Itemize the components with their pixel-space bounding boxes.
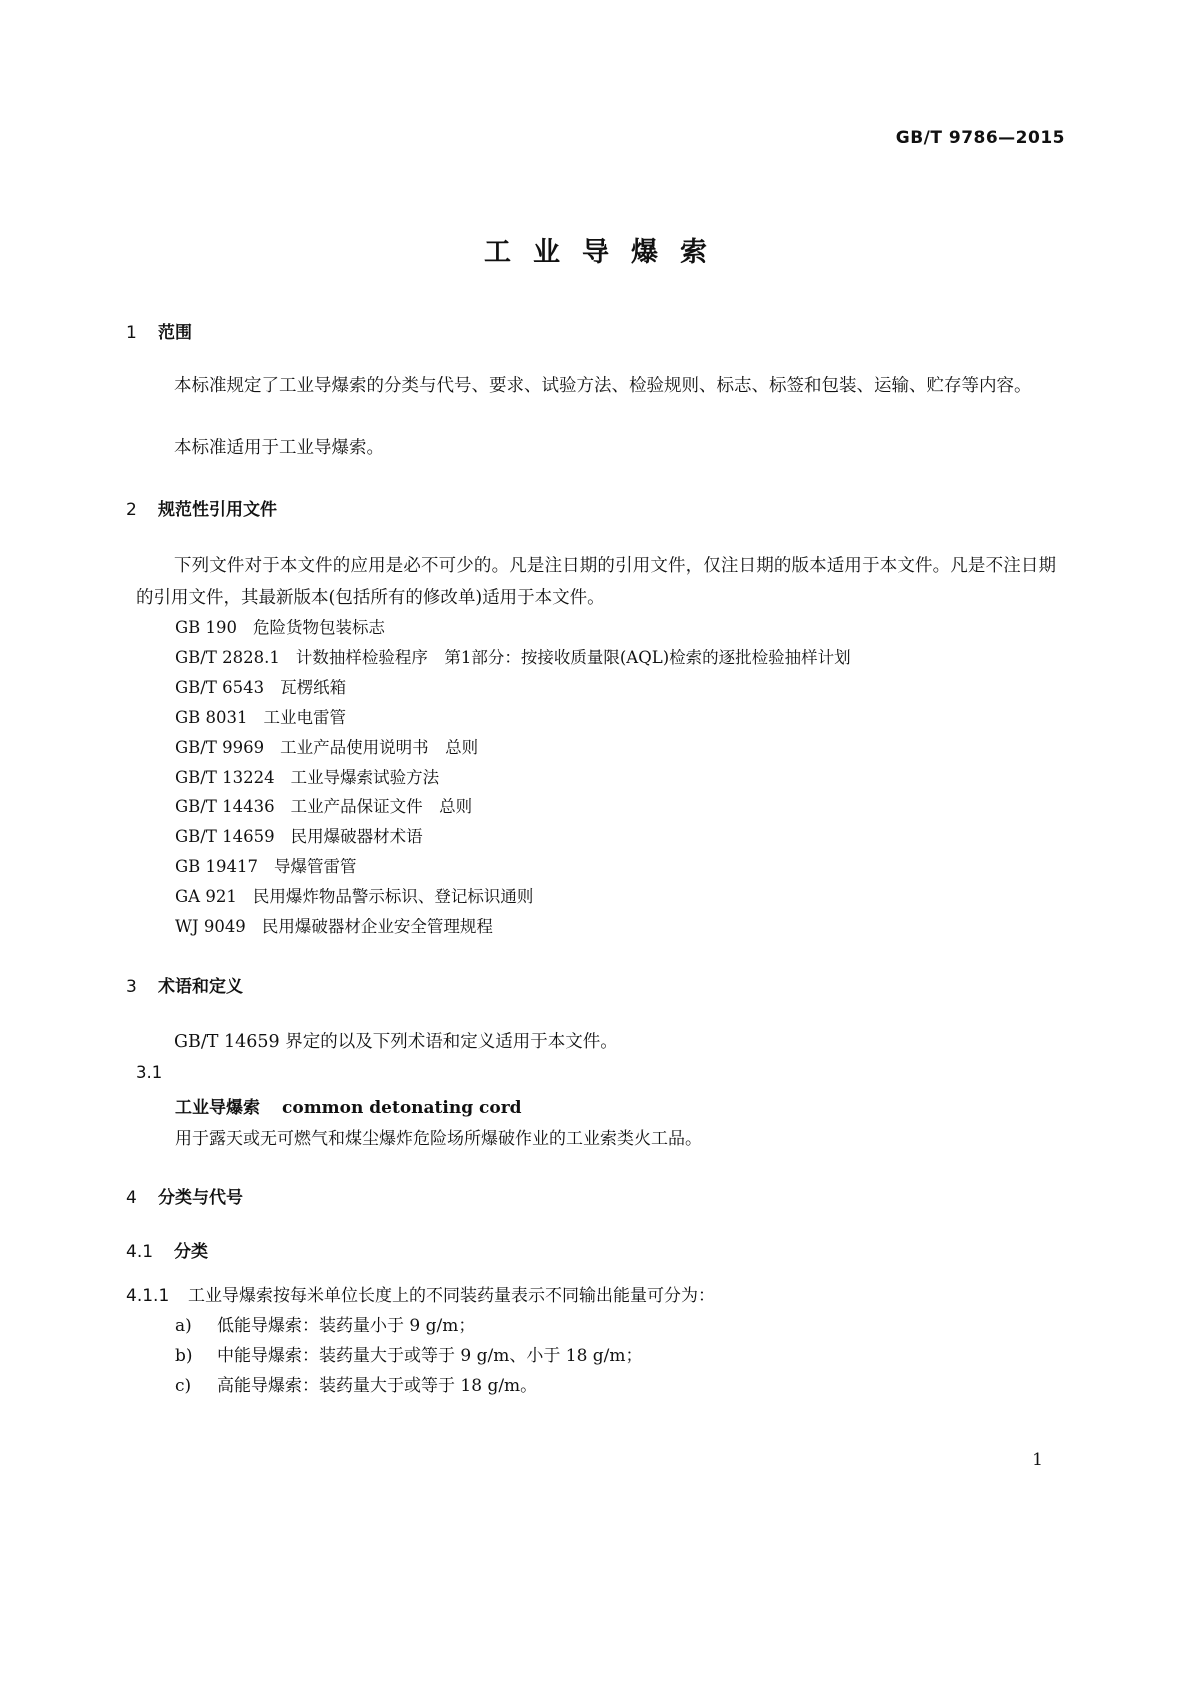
section-1-paragraph-1: 本标准规定了工业导爆索的分类与代号、要求、试验方法、检验规则、标志、标签和包装、运输、贮存等内容。 [174, 376, 1032, 396]
subsection-title: 分类 [174, 1242, 208, 1262]
reference-code: WJ 9049 [175, 917, 246, 936]
reference-code: GB/T 13224 [175, 768, 275, 787]
section-title: 规范性引用文件 [158, 500, 277, 520]
list-text: 中能导爆索：装药量大于或等于 9 g/m、小于 18 g/m； [217, 1346, 643, 1366]
reference-item [175, 704, 346, 728]
reference-code: GB/T 14659 [175, 827, 275, 846]
reference-code: GB 19417 [175, 857, 259, 876]
section-number: 1 [126, 323, 137, 343]
reference-title: 瓦楞纸箱 [280, 678, 347, 697]
reference-title: 危险货物包装标志 [253, 618, 386, 637]
term-english: common detonating cord [282, 1098, 522, 1118]
reference-code: GB/T 2828.1 [175, 648, 280, 667]
reference-item [175, 674, 346, 698]
clause-text: 工业导爆索按每米单位长度上的不同装药量表示不同输出能量可分为： [188, 1286, 715, 1306]
reference-item [175, 853, 357, 877]
section-4-heading [126, 1183, 243, 1208]
reference-code: GA 921 [175, 887, 237, 906]
standard-code: GB/T 9786—2015 [895, 128, 1065, 148]
reference-code: GB 8031 [175, 708, 248, 727]
reference-code: GB 190 [175, 618, 238, 637]
list-item [175, 1371, 537, 1396]
section-2-paragraph: 下列文件对于本文件的应用是必不可少的。凡是注日期的引用文件，仅注日期的版本适用于本文件。凡是不注日期的引用文件，其最新版本(包括所有的修改单)适用于本文件。 [136, 556, 1056, 608]
term-definition: 用于露天或无可燃气和煤尘爆炸危险场所爆破作业的工业索类火工品。 [175, 1129, 702, 1149]
reference-title: 民用爆破器材术语 [290, 827, 423, 846]
list-item [175, 1341, 643, 1366]
reference-title: 计数抽样检验程序 第1部分：按接收质量限(AQL)检索的逐批检验抽样计划 [295, 648, 851, 667]
list-item [175, 1311, 475, 1336]
subsection-number: 4.1 [126, 1242, 154, 1262]
section-title: 分类与代号 [158, 1188, 243, 1208]
section-title: 范围 [158, 323, 192, 343]
section-number: 2 [126, 500, 137, 520]
list-text: 低能导爆索：装药量小于 9 g/m； [217, 1316, 476, 1336]
reference-title: 民用爆炸物品警示标识、登记标识通则 [252, 887, 534, 906]
subsection-4-1-heading [126, 1237, 208, 1262]
reference-item [175, 734, 478, 758]
page-number: 1 [1032, 1450, 1043, 1470]
reference-item [175, 883, 533, 907]
term-number: 3.1 [136, 1063, 163, 1082]
reference-item [175, 823, 423, 847]
section-title: 术语和定义 [158, 977, 243, 997]
section-1-heading [126, 318, 192, 343]
reference-title: 工业导爆索试验方法 [290, 768, 440, 787]
reference-title: 工业产品保证文件 总则 [290, 797, 473, 816]
section-1-paragraph-2: 本标准适用于工业导爆索。 [174, 438, 384, 458]
clause-number: 4.1.1 [126, 1286, 170, 1306]
reference-item [175, 764, 439, 788]
list-label: b) [175, 1346, 193, 1366]
reference-title: 工业电雷管 [263, 708, 347, 727]
list-label: c) [175, 1376, 192, 1396]
reference-item [175, 913, 493, 937]
section-2-heading [126, 495, 277, 520]
reference-code: GB/T 14436 [175, 797, 275, 816]
term-entry [175, 1093, 522, 1118]
reference-code: GB/T 6543 [175, 678, 265, 697]
clause-4-1-1 [126, 1281, 715, 1306]
section-number: 4 [126, 1188, 137, 1208]
reference-title: 导爆管雷管 [274, 857, 357, 876]
list-text: 高能导爆索：装药量大于或等于 18 g/m。 [217, 1376, 538, 1396]
reference-item [175, 793, 472, 817]
reference-title: 民用爆破器材企业安全管理规程 [261, 917, 493, 936]
section-number: 3 [126, 977, 137, 997]
reference-item [175, 614, 385, 638]
section-3-paragraph: GB/T 14659 界定的以及下列术语和定义适用于本文件。 [174, 1032, 618, 1052]
reference-code: GB/T 9969 [175, 738, 265, 757]
term-chinese: 工业导爆索 [175, 1098, 260, 1118]
reference-item [175, 644, 851, 668]
list-label: a) [175, 1316, 192, 1336]
section-3-heading [126, 972, 243, 997]
reference-title: 工业产品使用说明书 总则 [280, 738, 479, 757]
document-title: 工业导爆索 [484, 237, 729, 268]
